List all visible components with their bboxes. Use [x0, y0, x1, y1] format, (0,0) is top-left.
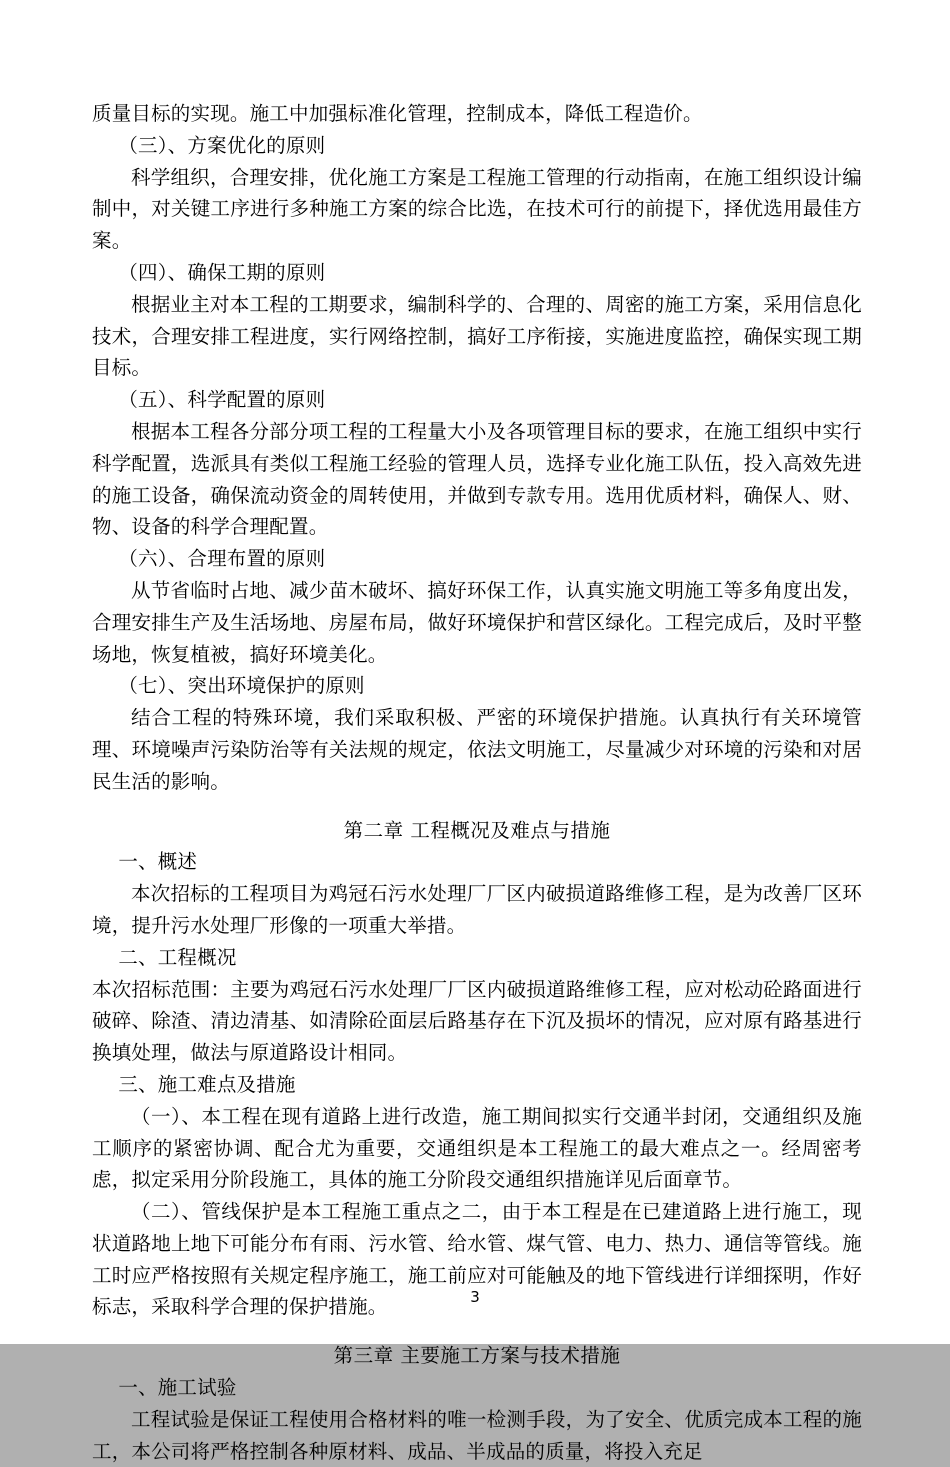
- section-heading: 三、施工难点及措施: [118, 1072, 296, 1096]
- page-number: 3: [470, 1288, 480, 1306]
- spacer: [92, 798, 862, 815]
- section-heading: （三）、方案优化的原则: [118, 133, 326, 157]
- chapter-heading: 第二章 工程概况及难点与措施: [343, 818, 611, 842]
- section-heading: （四）、确保工期的原则: [118, 260, 326, 284]
- paragraph: （二）、管线保护是本工程施工重点之二，由于本工程是在已建道路上进行施工，现状道路地上地下可能分布有雨、污水管、给水管、煤气管、电力、热力、通信等管线。施工时应严格按照有关规定程序施工，施工前应对可能触及的地下管线进行详细探明，作好标志，采取科学合理的保护措施。: [92, 1200, 862, 1319]
- paragraph: 根据本工程各分部分项工程的工程量大小及各项管理目标的要求，在施工组织中实行科学配置，选派具有类似工程施工经验的管理人员，选择专业化施工队伍，投入高效先进的施工设备，确保流动资金的周转使用，并做到专款专用。选用优质材料，确保人、财、物、设备的科学合理配置。: [92, 419, 862, 539]
- paragraph: 本次招标的工程项目为鸡冠石污水处理厂厂区内破损道路维修工程，是为改善厂区环境，提升污水处理厂形像的一项重大举措。: [92, 882, 862, 937]
- document-body: [92, 98, 862, 1467]
- section-heading: 一、施工试验: [118, 1376, 237, 1400]
- paragraph: 本次招标范围：主要为鸡冠石污水处理厂厂区内破损道路维修工程，应对松动砼路面进行破碎、除渣、清边清基、如清除砼面层后路基存在下沉及损坏的情况，应对原有路基进行换填处理，做法与原道路设计相同。: [92, 977, 862, 1065]
- section-heading: （七）、突出环境保护的原则: [118, 674, 365, 698]
- paragraph: 科学组织，合理安排，优化施工方案是工程施工管理的行动指南，在施工组织设计编制中，对关键工序进行多种施工方案的综合比选，在技术可行的前提下，择优选用最佳方案。: [92, 165, 862, 253]
- paragraph: 根据业主对本工程的工期要求，编制科学的、合理的、周密的施工方案，采用信息化技术，合理安排工程进度，实行网络控制，搞好工序衔接，实施进度监控，确保实现工期目标。: [92, 292, 862, 380]
- section-heading: 一、概述: [118, 850, 198, 874]
- spacer: [92, 1323, 862, 1340]
- paragraph: 工程试验是保证工程使用合格材料的唯一检测手段，为了安全、优质完成本工程的施工，本公司将严格控制各种原材料、成品、半成品的质量，将投入充足: [92, 1407, 862, 1463]
- paragraph: 质量目标的实现。施工中加强标准化管理，控制成本，降低工程造价。: [92, 102, 703, 125]
- paragraph: （一）、本工程在现有道路上进行改造，施工期间拟实行交通半封闭，交通组织及施工顺序的紧密协调、配合尤为重要，交通组织是本工程施工的最大难点之一。经周密考虑，拟定采用分阶段施工，具体的施工分阶段交通组织措施详见后面章节。: [92, 1104, 862, 1192]
- chapter-heading: 第三章 主要施工方案与技术措施: [333, 1344, 621, 1368]
- paragraph: 从节省临时占地、减少苗木破坏、搞好环保工作，认真实施文明施工等多角度出发，合理安排生产及生活场地、房屋布局，做好环境保护和营区绿化。工程完成后，及时平整场地，恢复植被，搞好环境美化。: [92, 578, 862, 666]
- section-heading: 二、工程概况: [118, 945, 237, 969]
- section-heading: （五）、科学配置的原则: [118, 388, 326, 412]
- paragraph: 结合工程的特殊环境，我们采取积极、严密的环境保护措施。认真执行有关环境管理、环境噪声污染防治等有关法规的规定，依法文明施工，尽量减少对环境的污染和对居民生活的影响。: [92, 706, 862, 793]
- section-heading: （六）、合理布置的原则: [118, 547, 326, 571]
